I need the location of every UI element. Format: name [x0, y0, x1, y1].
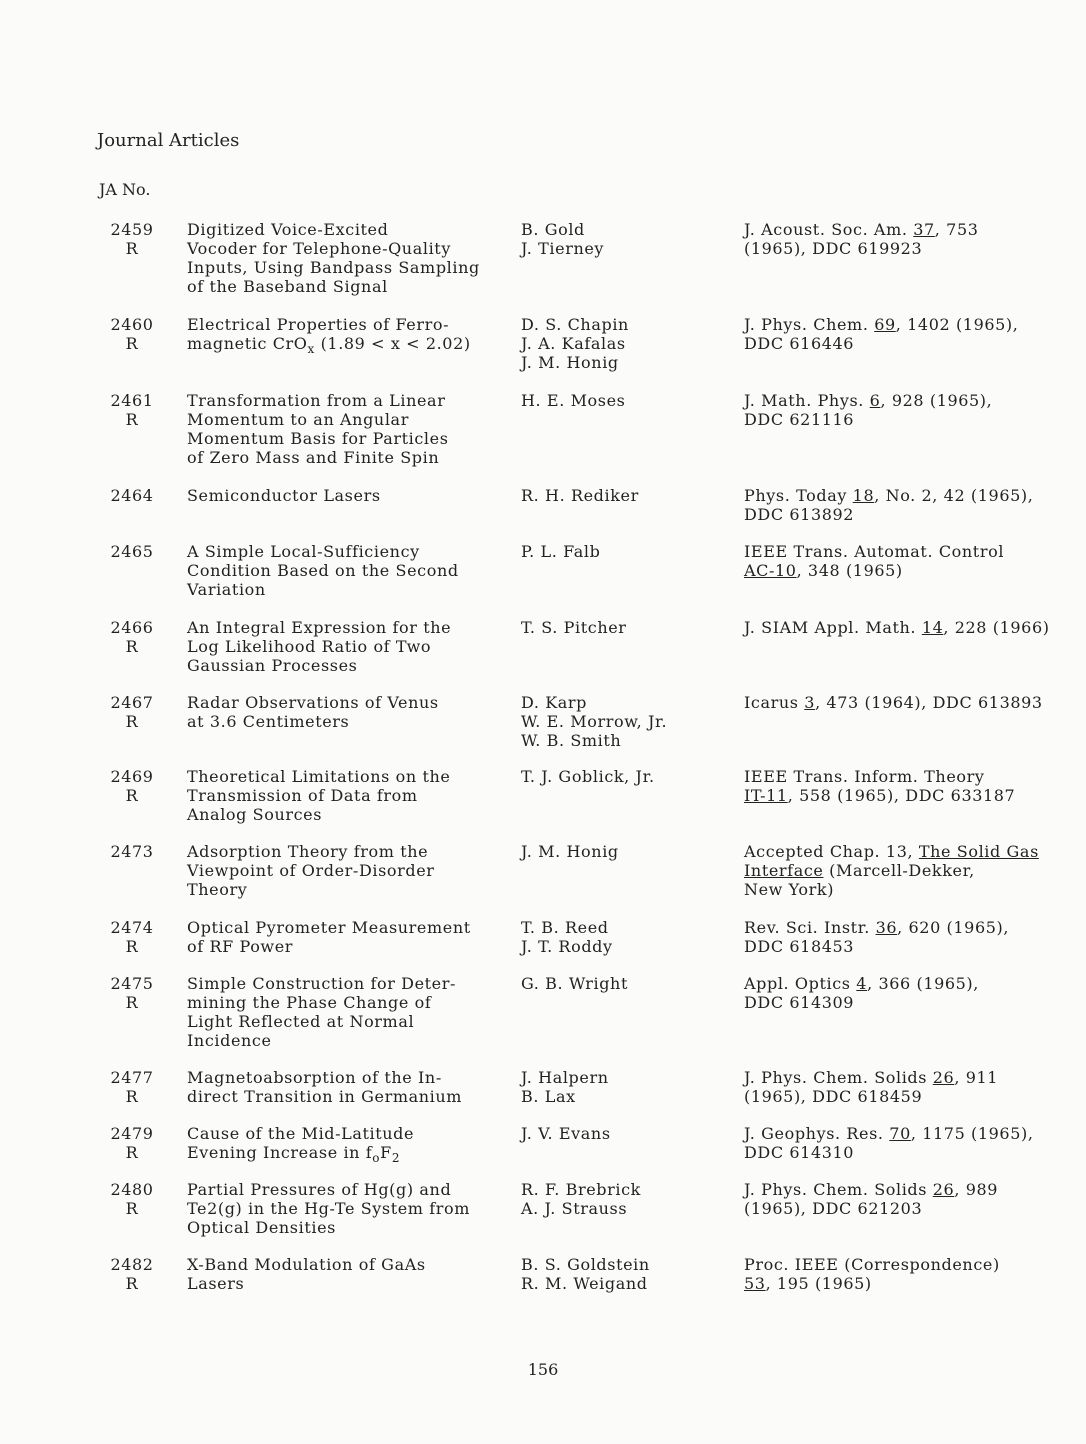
ja-mark: R	[125, 239, 139, 258]
ref-volume: AC-10	[744, 561, 797, 580]
author: T. B. Reed	[521, 918, 609, 937]
ref-book-title: Interface	[744, 861, 824, 880]
ja-mark: R	[125, 1199, 139, 1218]
author: W. B. Smith	[521, 731, 622, 750]
ja-number-cell	[106, 693, 158, 731]
ref-line: (1965), DDC 619923	[744, 239, 923, 258]
title-cell	[187, 391, 507, 467]
title-line: Variation	[187, 580, 266, 599]
authors-cell	[521, 1068, 731, 1106]
ref-text: , 366 (1965),	[867, 974, 979, 993]
ref-volume: 37	[913, 220, 935, 239]
reference-cell	[744, 542, 1074, 580]
title-cell	[187, 542, 507, 599]
subscript: x	[307, 342, 315, 356]
title-line: Simple Construction for Deter-	[187, 974, 457, 993]
ref-text: , 928 (1965),	[880, 391, 993, 410]
title-cell	[187, 1255, 507, 1293]
authors-cell	[521, 391, 731, 410]
ref-line: DDC 616446	[744, 334, 855, 353]
reference-cell	[744, 1180, 1074, 1218]
authors-cell	[521, 918, 731, 956]
title-cell	[187, 315, 507, 356]
ja-mark: R	[125, 1274, 139, 1293]
authors-cell	[521, 693, 731, 750]
authors-cell	[521, 486, 731, 505]
author: J. M. Honig	[521, 842, 619, 861]
ja-number: 2480	[110, 1180, 154, 1199]
author: P. L. Falb	[521, 542, 601, 561]
subscript: 2	[391, 1151, 401, 1165]
reference-cell	[744, 842, 1074, 899]
ref-line: New York)	[744, 880, 835, 899]
ref-text: J. SIAM Appl. Math.	[744, 618, 922, 637]
ref-volume: 69	[874, 315, 896, 334]
author: T. S. Pitcher	[521, 618, 627, 637]
ref-line: DDC 614310	[744, 1143, 855, 1162]
title-line: Te2(g) in the Hg-Te System from	[187, 1199, 471, 1218]
title-line: Transformation from a Linear	[187, 391, 446, 410]
title-cell	[187, 918, 507, 956]
ref-line: (1965), DDC 621203	[744, 1199, 923, 1218]
ja-number-cell	[106, 1180, 158, 1218]
title-line: Light Reflected at Normal	[187, 1012, 415, 1031]
author: R. F. Brebrick	[521, 1180, 641, 1199]
ref-text: , 620 (1965),	[897, 918, 1010, 937]
ref-text: J. Phys. Chem.	[744, 315, 875, 334]
ref-line: DDC 614309	[744, 993, 855, 1012]
title-line: Incidence	[187, 1031, 272, 1050]
ja-number: 2475	[110, 974, 154, 993]
ja-mark: R	[125, 334, 139, 353]
ref-text: , No. 2, 42 (1965),	[874, 486, 1034, 505]
title-cell	[187, 220, 507, 296]
ja-number: 2474	[110, 918, 154, 937]
ref-volume: 3	[804, 693, 816, 712]
ja-number-cell	[106, 315, 158, 353]
ref-text: Accepted Chap. 13,	[744, 842, 919, 861]
authors-cell	[521, 315, 731, 372]
reference-cell	[744, 220, 1074, 258]
title-line: Radar Observations of Venus	[187, 693, 439, 712]
title-line: mining the Phase Change of	[187, 993, 432, 1012]
title-line: Optical Pyrometer Measurement	[187, 918, 471, 937]
title-line: Lasers	[187, 1274, 245, 1293]
ref-text: , 473 (1964), DDC 613893	[815, 693, 1043, 712]
ref-text: J. Phys. Chem. Solids	[744, 1068, 933, 1087]
ref-text: J. Phys. Chem. Solids	[744, 1180, 933, 1199]
reference-cell	[744, 974, 1074, 1012]
section-heading: Journal Articles	[97, 130, 240, 151]
title-line: Cause of the Mid-Latitude	[187, 1124, 415, 1143]
title-line: Partial Pressures of Hg(g) and	[187, 1180, 452, 1199]
ja-number-cell	[106, 1255, 158, 1293]
title-cell	[187, 1124, 507, 1165]
author: J. Tierney	[521, 239, 605, 258]
ja-number: 2466	[110, 618, 154, 637]
ref-volume: 53	[744, 1274, 766, 1293]
ref-volume: 26	[932, 1068, 955, 1087]
author: R. M. Weigand	[521, 1274, 648, 1293]
ja-number: 2465	[110, 542, 154, 561]
ja-number: 2473	[110, 842, 154, 861]
title-line: Magnetoabsorption of the In-	[187, 1068, 442, 1087]
ref-line: IEEE Trans. Inform. Theory	[744, 767, 985, 786]
ja-number-cell	[106, 1068, 158, 1106]
ja-number: 2464	[110, 486, 154, 505]
ref-text: , 228 (1966)	[943, 618, 1050, 637]
authors-cell	[521, 1255, 731, 1293]
title-cell	[187, 974, 507, 1050]
author: J. A. Kafalas	[521, 334, 626, 353]
reference-cell	[744, 767, 1074, 805]
author: D. S. Chapin	[521, 315, 629, 334]
ref-text: , 195 (1965)	[765, 1274, 872, 1293]
ref-text: , 1402 (1965),	[895, 315, 1019, 334]
ref-volume: 6	[869, 391, 881, 410]
author: J. T. Roddy	[521, 937, 613, 956]
ref-line: (1965), DDC 618459	[744, 1087, 923, 1106]
ref-text: J. Math. Phys.	[744, 391, 870, 410]
ja-number: 2459	[110, 220, 154, 239]
ref-volume: 4	[856, 974, 868, 993]
ref-line: IEEE Trans. Automat. Control	[744, 542, 1005, 561]
ref-text: , 989	[954, 1180, 999, 1199]
title-line: Optical Densities	[187, 1218, 336, 1237]
title-cell	[187, 693, 507, 731]
title-cell	[187, 767, 507, 824]
ja-number: 2460	[110, 315, 154, 334]
authors-cell	[521, 767, 731, 786]
page-number: 156	[527, 1360, 559, 1379]
title-line: Theory	[187, 880, 248, 899]
title-line: Momentum to an Angular	[187, 410, 409, 429]
title-line: Electrical Properties of Ferro-	[187, 315, 450, 334]
title-line: Digitized Voice-Excited	[187, 220, 389, 239]
ja-number-cell	[106, 486, 158, 505]
ref-line: DDC 621116	[744, 410, 855, 429]
ref-text: (Marcell-Dekker,	[823, 861, 975, 880]
title-cell	[187, 486, 507, 505]
title-line: Vocoder for Telephone-Quality	[187, 239, 451, 258]
author: B. S. Goldstein	[521, 1255, 650, 1274]
subscript: o	[372, 1151, 381, 1165]
ref-volume: 70	[889, 1124, 911, 1143]
ja-mark: R	[125, 712, 139, 731]
title-line: direct Transition in Germanium	[187, 1087, 463, 1106]
ja-number-cell	[106, 974, 158, 1012]
title-line: X-Band Modulation of GaAs	[187, 1255, 426, 1274]
ja-mark: R	[125, 993, 139, 1012]
ja-number-cell	[106, 391, 158, 429]
ja-number-cell	[106, 618, 158, 656]
authors-cell	[521, 1124, 731, 1143]
ref-line: DDC 618453	[744, 937, 855, 956]
author: H. E. Moses	[521, 391, 626, 410]
authors-cell	[521, 542, 731, 561]
ref-text: J. Geophys. Res.	[744, 1124, 890, 1143]
ref-text: , 558 (1965), DDC 633187	[787, 786, 1016, 805]
ja-mark: R	[125, 637, 139, 656]
ja-number: 2477	[110, 1068, 154, 1087]
ref-text: , 753	[934, 220, 979, 239]
ja-number-cell	[106, 542, 158, 561]
ref-line: DDC 613892	[744, 505, 855, 524]
ref-volume: 26	[932, 1180, 955, 1199]
ja-number-cell	[106, 767, 158, 805]
title-line: at 3.6 Centimeters	[187, 712, 350, 731]
author: T. J. Goblick, Jr.	[521, 767, 655, 786]
ja-mark: R	[125, 937, 139, 956]
ja-mark: R	[125, 1087, 139, 1106]
ref-volume: IT-11	[744, 786, 788, 805]
ja-number: 2479	[110, 1124, 154, 1143]
author: W. E. Morrow, Jr.	[521, 712, 668, 731]
author: R. H. Rediker	[521, 486, 639, 505]
ref-text: Phys. Today	[744, 486, 853, 505]
author: G. B. Wright	[521, 974, 628, 993]
title-line: Condition Based on the Second	[187, 561, 459, 580]
ja-mark: R	[125, 1143, 139, 1162]
title-line: Inputs, Using Bandpass Sampling	[187, 258, 480, 277]
title-line: Semiconductor Lasers	[187, 486, 381, 505]
reference-cell	[744, 486, 1074, 524]
authors-cell	[521, 1180, 731, 1218]
title-line: Momentum Basis for Particles	[187, 429, 449, 448]
title-line: An Integral Expression for the	[187, 618, 452, 637]
ref-volume: 14	[921, 618, 944, 637]
title-line: Adsorption Theory from the	[187, 842, 429, 861]
ja-number: 2469	[110, 767, 154, 786]
reference-cell	[744, 1068, 1074, 1106]
ref-text: , 911	[954, 1068, 999, 1087]
title-cell	[187, 1068, 507, 1106]
ja-number-cell	[106, 1124, 158, 1162]
ref-volume: 36	[875, 918, 898, 937]
reference-cell	[744, 618, 1074, 637]
title-line: Transmission of Data from	[187, 786, 418, 805]
author: A. J. Strauss	[521, 1199, 628, 1218]
author: J. Halpern	[521, 1068, 609, 1087]
ref-book-title: The Solid Gas	[918, 842, 1039, 861]
title-text: F	[380, 1143, 392, 1162]
ref-text: , 348 (1965)	[796, 561, 903, 580]
title-line: of the Baseband Signal	[187, 277, 388, 296]
ja-number-cell	[106, 918, 158, 956]
author: J. M. Honig	[521, 353, 619, 372]
title-line: Theoretical Limitations on the	[187, 767, 451, 786]
title-line: Gaussian Processes	[187, 656, 358, 675]
ja-number-cell	[106, 842, 158, 861]
ref-text: Icarus	[744, 693, 805, 712]
title-line: Viewpoint of Order-Disorder	[187, 861, 435, 880]
title-text: (1.89 < x < 2.02)	[314, 334, 471, 353]
ref-volume: 18	[852, 486, 875, 505]
ja-mark: R	[125, 786, 139, 805]
reference-cell	[744, 918, 1074, 956]
title-line: Analog Sources	[187, 805, 323, 824]
title-cell	[187, 842, 507, 899]
author: J. V. Evans	[521, 1124, 611, 1143]
reference-cell	[744, 1124, 1074, 1162]
author: B. Gold	[521, 220, 585, 239]
ja-number: 2467	[110, 693, 154, 712]
title-line: A Simple Local-Sufficiency	[187, 542, 420, 561]
reference-cell	[744, 1255, 1074, 1293]
column-header-ja-no: JA No.	[99, 180, 151, 199]
title-line: Log Likelihood Ratio of Two	[187, 637, 432, 656]
title-cell	[187, 1180, 507, 1237]
title-text: Evening Increase in f	[187, 1143, 373, 1162]
authors-cell	[521, 220, 731, 258]
reference-cell	[744, 391, 1074, 429]
reference-cell	[744, 315, 1074, 353]
title-line: of RF Power	[187, 937, 294, 956]
ref-text: J. Acoust. Soc. Am.	[744, 220, 914, 239]
ja-number-cell	[106, 220, 158, 258]
ref-text: , 1175 (1965),	[910, 1124, 1034, 1143]
reference-cell	[744, 693, 1074, 712]
ja-number: 2461	[110, 391, 154, 410]
author: D. Karp	[521, 693, 588, 712]
ja-number: 2482	[110, 1255, 154, 1274]
ref-text: Rev. Sci. Instr.	[744, 918, 876, 937]
ref-line: Proc. IEEE (Correspondence)	[744, 1255, 1000, 1274]
author: B. Lax	[521, 1087, 576, 1106]
authors-cell	[521, 618, 731, 637]
authors-cell	[521, 974, 731, 993]
title-cell	[187, 618, 507, 675]
title-line: of Zero Mass and Finite Spin	[187, 448, 440, 467]
title-text: magnetic CrO	[187, 334, 308, 353]
authors-cell	[521, 842, 731, 861]
ref-text: Appl. Optics	[744, 974, 857, 993]
ja-mark: R	[125, 410, 139, 429]
